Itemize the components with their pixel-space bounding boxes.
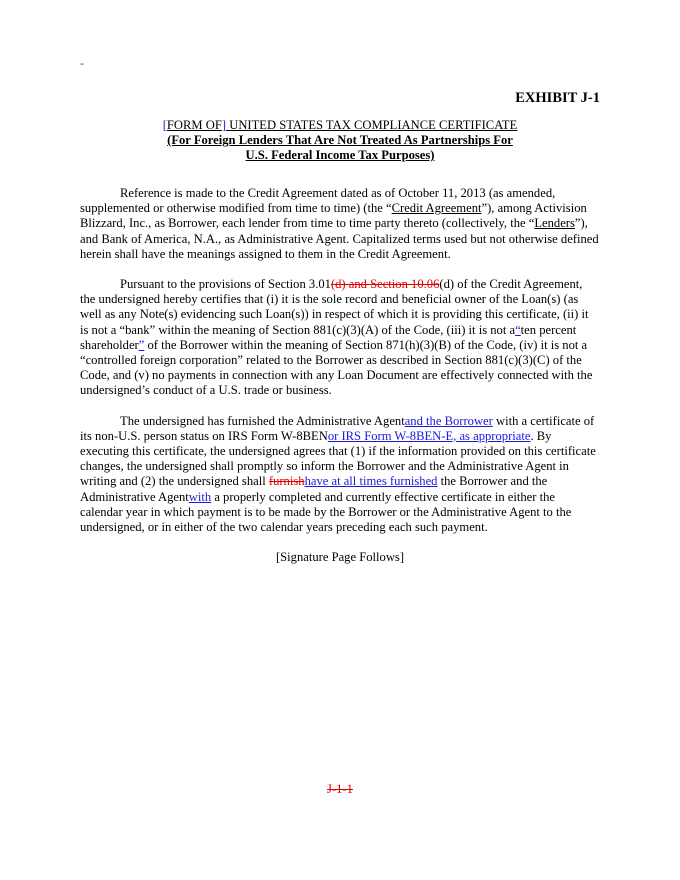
p3-text-a: The undersigned has furnished the Administrative Agent: [120, 413, 405, 428]
p2-text-c: ten percent shareholder: [80, 322, 577, 352]
p3-text-e: a properly completed and currently effective certificate in either the calendar year in which payment is to be made by the Borrower or the Administrative Agent to the undersigned, or in either of the two calendar years preceding each such payment.: [80, 489, 572, 535]
p1-text-a: Reference is made to the Credit Agreement dated as of October 11, 2013 (as amended, supplemented or otherwise modified from time to time) (the “: [80, 186, 556, 216]
title-bracket-close: ]: [221, 118, 227, 132]
title-main: UNITED STATES TAX COMPLIANCE CERTIFICATE: [226, 118, 518, 132]
defined-term-lenders: Lenders: [534, 216, 575, 231]
p3-text-b: with a certificate of its non-U.S. person status on IRS Form W-8BEN: [80, 413, 595, 443]
title-subtitle-1: (For Foreign Lenders That Are Not Treated As Partnerships For: [167, 133, 513, 147]
page-number: J-1-1: [327, 782, 353, 796]
p3-insert-form: or IRS Form W-8BEN-E, as appropriate: [327, 428, 531, 443]
title-main-line: [80, 118, 600, 133]
p3-insert-furnished: have at all times furnished: [304, 474, 438, 489]
p3-text-d: the Borrower and the Administrative Agent: [80, 474, 548, 504]
p1-text-c: ”), and Bank of America, N.A., as Administrative Agent. Capitalized terms used but not otherwise defined herein shall have the meanings assigned to them in the Credit Agreement.: [80, 216, 599, 261]
paragraph-reference: [80, 186, 600, 262]
p3-insert-with: with: [188, 489, 212, 504]
exhibit-heading: EXHIBIT J-1: [515, 90, 600, 106]
revision-mark: -: [80, 56, 84, 70]
p2-deletion: (d) and Section 10.06: [330, 277, 440, 292]
p2-text-b: (d) of the Credit Agreement, the undersigned hereby certifies that (i) it is the sole record and beneficial owner of the Loan(s) (as well as any Note(s) evidencing such Loan(s)) in respect of which it is providing this certificate, (ii) it is not a “bank” within the meaning of Section 881(c)(3)(A) of the Code, (iii) it is not a: [80, 277, 589, 337]
paragraph-certification: [80, 277, 600, 399]
p2-text-a: Pursuant to the provisions of Section 3.01: [120, 277, 331, 292]
p1-text-b: ”), among Activision Blizzard, Inc., as Borrower, each lender from time to time party thereto (collectively, the “: [80, 201, 587, 231]
title-bracket-open: [: [162, 118, 167, 132]
title-subtitle-2: U.S. Federal Income Tax Purposes): [245, 148, 435, 162]
signature-page-follows: [Signature Page Follows]: [275, 550, 405, 565]
p2-text-d: of the Borrower within the meaning of Section 871(h)(3)(B) of the Code, (iv) it is not a “controlled foreign corporation” related to the Borrower as described in Section 881(c)(3)(C) of the Code, and (v) no payments in connection with any Loan Document are effectively connected with the undersigned’s conduct of a U.S. trade or business.: [80, 337, 593, 398]
p2-insert-quote-close: ”: [138, 337, 145, 352]
p3-insert-borrower: and the Borrower: [404, 413, 493, 428]
p2-insert-quote-open: “: [515, 322, 521, 337]
paragraph-furnished: [80, 414, 600, 536]
p3-deletion-furnish: furnish: [268, 474, 305, 489]
certificate-body: [80, 186, 600, 565]
p3-text-c: . By executing this certificate, the undersigned agrees that (1) if the information provided on this certificate changes, the undersigned shall promptly so inform the Borrower and the Administrative Agent in writing and (2) the undersigned shall: [80, 428, 596, 489]
certificate-title: [80, 118, 600, 163]
page-footer: [0, 782, 680, 797]
defined-term-credit-agreement: Credit Agreement: [391, 201, 482, 216]
title-form-of: FORM OF: [166, 118, 222, 132]
